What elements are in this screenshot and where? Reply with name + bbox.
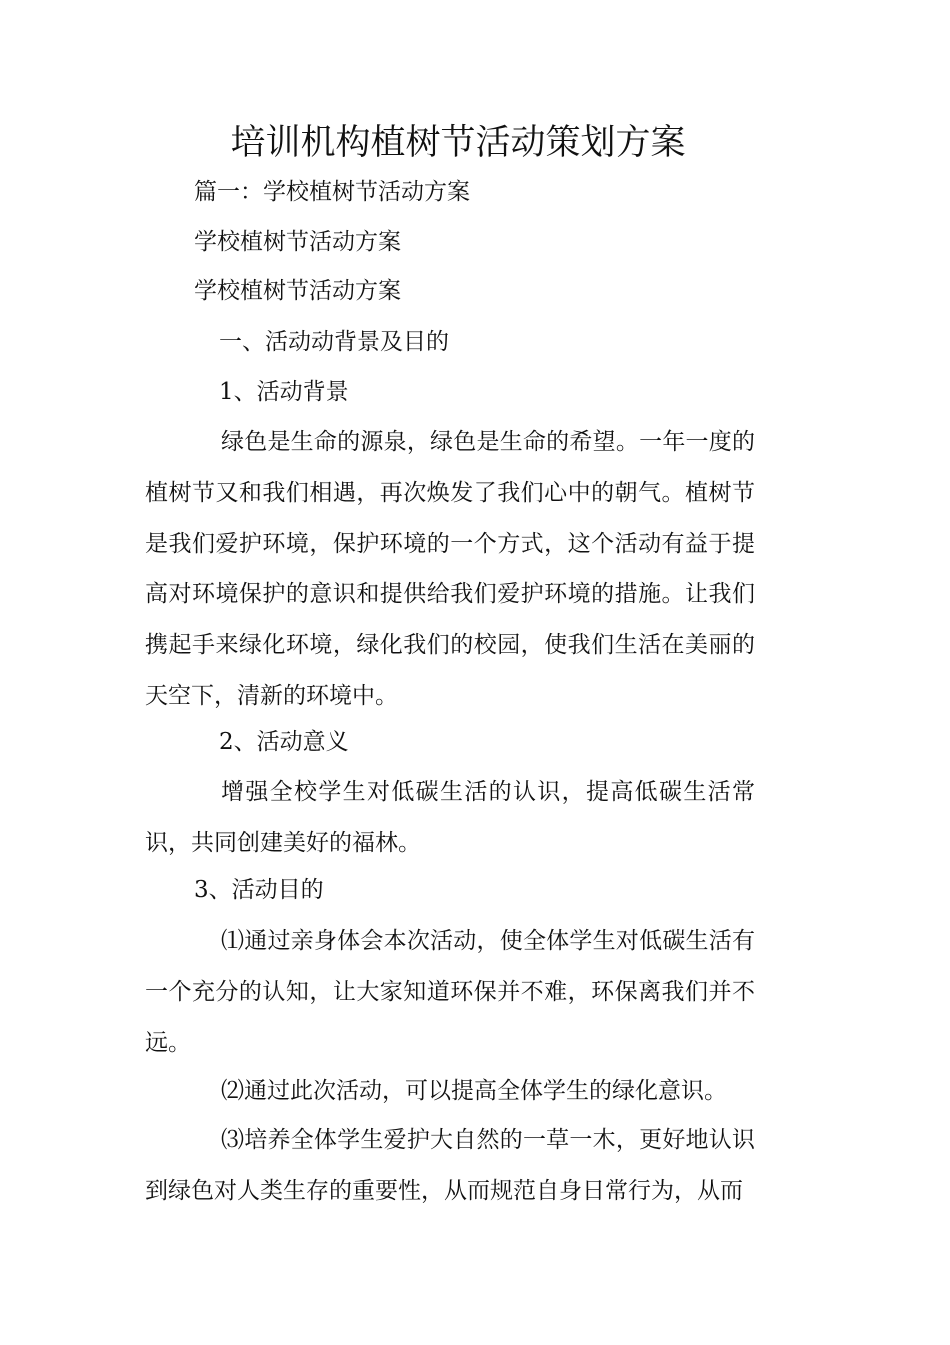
- paragraph-goal-2: ⑵通过此次活动，可以提高全体学生的绿化意识。: [221, 1078, 727, 1104]
- document-title: 培训机构植树节活动策划方案: [230, 123, 686, 163]
- paragraph-goal-1: ⑴通过亲身体会本次活动，使全体学生对低碳生活有一个充分的认知，让大家知道环保并不难，环保离我们并不远。: [145, 928, 755, 1056]
- item-heading-1: 1、活动背景: [219, 379, 349, 405]
- heading-a: 学校植树节活动方案: [194, 229, 401, 255]
- paragraph-meaning: 增强全校学生对低碳生活的认识，提高低碳生活常识，共同创建美好的福林。: [145, 779, 755, 856]
- item-heading-3: 3、活动目的: [194, 877, 324, 903]
- paragraph-background: 绿色是生命的源泉，绿色是生命的希望。一年一度的植树节又和我们相遇，再次焕发了我们心中的朝气。植树节是我们爱护环境，保护环境的一个方式，这个活动有益于提高对环境保护的意识和提供给我们爱护环境的措施。让我们携起手来绿化环境，绿化我们的校园，使我们生活在美丽的天空下，清新的环境中。: [145, 429, 755, 709]
- heading-b: 学校植树节活动方案: [194, 278, 401, 304]
- subheading: 篇一：学校植树节活动方案: [194, 179, 470, 205]
- item-heading-2: 2、活动意义: [219, 729, 349, 755]
- paragraph-goal-3: ⑶培养全体学生爱护大自然的一草一木，更好地认识到绿色对人类生存的重要性，从而规范自身日常行为，从而: [145, 1127, 755, 1204]
- section-heading: 一、活动动背景及目的: [219, 329, 449, 355]
